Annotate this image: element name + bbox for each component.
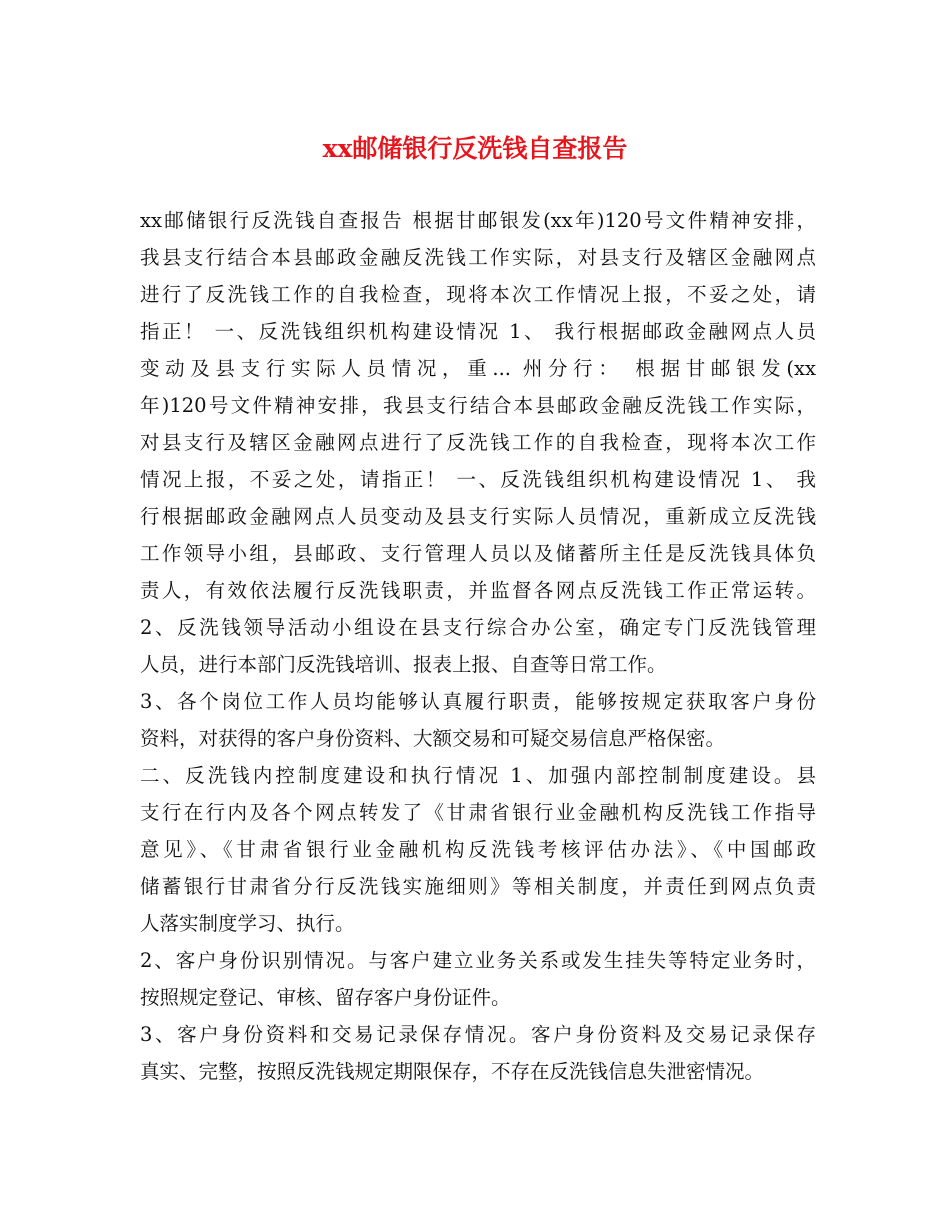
- text-line: 3、客户身份资料和交易记录保存情况。客户身份资料及交易记录保存: [140, 1023, 816, 1046]
- text-line: 按照规定登记、审核、留存客户身份证件。: [140, 986, 511, 1009]
- text-line: 真实、完整，按照反洗钱规定期限保存，不存在反洗钱信息失泄密情况。: [140, 1060, 765, 1083]
- text-line: 情况上报，不妥之处，请指正！ 一、反洗钱组织机构建设情况 1、 我: [140, 468, 816, 491]
- text-line: 资料，对获得的客户身份资料、大额交易和可疑交易信息严格保密。: [140, 727, 726, 750]
- text-line: 指正！ 一、反洗钱组织机构建设情况 1、 我行根据邮政金融网点人员: [140, 320, 816, 343]
- document-body: [140, 202, 816, 1090]
- text-line: 二、反洗钱内控制度建设和执行情况 1、加强内部控制制度建设。县: [140, 764, 816, 787]
- text-line: 储蓄银行甘肃省分行反洗钱实施细则》等相关制度，并责任到网点负责: [140, 875, 816, 898]
- document-title: xx邮储银行反洗钱自查报告: [322, 134, 628, 163]
- text-line: 3、各个岗位工作人员均能够认真履行职责，能够按规定获取客户身份: [140, 690, 816, 713]
- text-line: 人员，进行本部门反洗钱培训、报表上报、自查等日常工作。: [140, 653, 667, 676]
- text-line: 工作领导小组，县邮政、支行管理人员以及储蓄所主任是反洗钱具体负: [140, 542, 816, 565]
- text-line: 对县支行及辖区金融网点进行了反洗钱工作的自我检查，现将本次工作: [140, 431, 816, 454]
- text-line: 我县支行结合本县邮政金融反洗钱工作实际，对县支行及辖区金融网点: [140, 246, 816, 269]
- text-line: 进行了反洗钱工作的自我检查，现将本次工作情况上报，不妥之处，请: [140, 283, 816, 306]
- text-line: 意见》、《甘肃省银行业金融机构反洗钱考核评估办法》、《中国邮政: [140, 838, 816, 861]
- text-line: 年)120号文件精神安排，我县支行结合本县邮政金融反洗钱工作实际，: [140, 394, 816, 417]
- text-line: 责人，有效依法履行反洗钱职责，并监督各网点反洗钱工作正常运转。: [140, 579, 816, 602]
- text-line: 变动及县支行实际人员情况，重... 州分行： 根据甘邮银发(xx: [140, 357, 816, 380]
- text-line: 人落实制度学习、执行。: [140, 912, 355, 935]
- text-line: 支行在行内及各个网点转发了《甘肃省银行业金融机构反洗钱工作指导: [140, 801, 816, 824]
- text-line: 行根据邮政金融网点人员变动及县支行实际人员情况，重新成立反洗钱: [140, 505, 816, 528]
- text-line: 2、反洗钱领导活动小组设在县支行综合办公室，确定专门反洗钱管理: [140, 616, 816, 639]
- text-line: xx邮储银行反洗钱自查报告 根据甘邮银发(xx年)120号文件精神安排，: [140, 209, 816, 232]
- text-line: 2、客户身份识别情况。与客户建立业务关系或发生挂失等特定业务时，: [140, 949, 816, 972]
